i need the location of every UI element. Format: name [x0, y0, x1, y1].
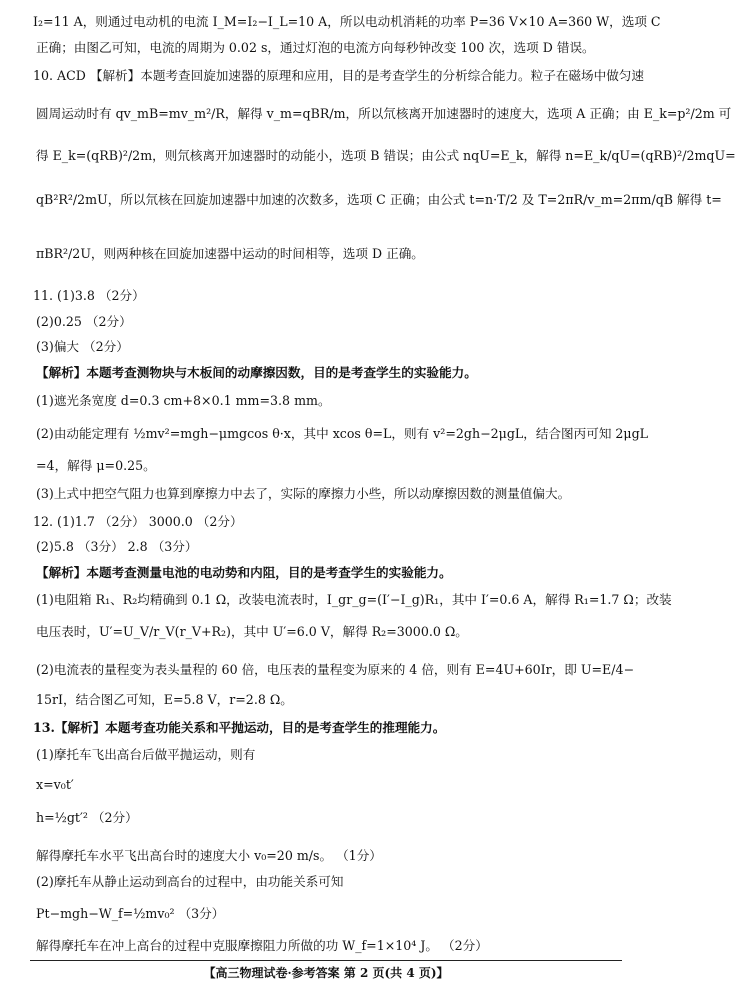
text-line: (2)由动能定理有 ½mv²=mgh−μmgcos θ·x，其中 xcos θ=L，则有 v²=2gh−2μgL，结合图丙可知 2μgL	[36, 426, 649, 441]
text-line: (3)偏大 （2分）	[36, 339, 129, 354]
text-line: (2)摩托车从静止运动到高台的过程中，由功能关系可知	[36, 874, 344, 889]
text-line: 13.【解析】本题考查功能关系和平抛运动，目的是考查学生的推理能力。	[33, 720, 446, 735]
text-line: 10. ACD 【解析】本题考查回旋加速器的原理和应用，目的是考查学生的分析综合能力。粒子在磁场中做匀速	[33, 68, 644, 83]
text-line: 【解析】本题考查测物块与木板间的动摩擦因数，目的是考查学生的实验能力。	[36, 365, 477, 380]
text-line: (2)电流表的量程变为表头量程的 60 倍，电压表的量程变为原来的 4 倍，则有 E=4U+60Ir，即 U=E/4−	[36, 662, 635, 677]
text-line: (2)5.8 （3分） 2.8 （3分）	[36, 539, 198, 554]
text-line: (1)摩托车飞出高台后做平抛运动，则有	[36, 747, 256, 762]
text-line: Pt−mgh−W_f=½mv₀² （3分）	[36, 906, 225, 921]
text-line: =4，解得 μ=0.25。	[36, 458, 156, 473]
text-line: 12. (1)1.7 （2分） 3000.0 （2分）	[33, 514, 243, 529]
text-line: 正确；由图乙可知，电流的周期为 0.02 s，通过灯泡的电流方向每秒钟改变 100 次，选项 D 错误。	[36, 40, 595, 55]
text-line: 解得摩托车在冲上高台的过程中克服摩擦阻力所做的功 W_f=1×10⁴ J。 （2分）	[36, 938, 488, 953]
text-line: πBR²/2U，则两种核在回旋加速器中运动的时间相等，选项 D 正确。	[36, 246, 424, 261]
text-line: 【解析】本题考查测量电池的电动势和内阻，目的是考查学生的实验能力。	[36, 565, 452, 580]
page-footer: 【高三物理试卷·参考答案 第 2 页(共 4 页)】	[203, 966, 449, 980]
text-line: 圆周运动时有 qv_mB=mv_m²/R，解得 v_m=qBR/m，所以氘核离开加速器时的速度大，选项 A 正确；由 E_k=p²/2m 可	[36, 106, 732, 121]
text-line: 电压表时，U′=U_V/r_V(r_V+R₂)，其中 U′=6.0 V，解得 R₂=3000.0 Ω。	[36, 624, 468, 639]
text-line: (2)0.25 （2分）	[36, 314, 132, 329]
text-line: 解得摩托车水平飞出高台时的速度大小 v₀=20 m/s。 （1分）	[36, 848, 382, 863]
footer-rule	[30, 960, 622, 961]
text-line: qB²R²/2mU，所以氘核在回旋加速器中加速的次数多，选项 C 正确；由公式 t=n·T/2 及 T=2πR/v_m=2πm/qB 解得 t=	[36, 192, 722, 207]
text-line: x=v₀t′	[36, 777, 74, 792]
text-line: I₂=11 A，则通过电动机的电流 I_M=I₂−I_L=10 A，所以电动机消耗的功率 P=36 V×10 A=360 W，选项 C	[33, 14, 661, 29]
text-line: (3)上式中把空气阻力也算到摩擦力中去了，实际的摩擦力小些，所以动摩擦因数的测量值偏大。	[36, 486, 571, 501]
text-line: 得 E_k=(qRB)²/2m，则氘核离开加速器时的动能小，选项 B 错误；由公式 nqU=E_k，解得 n=E_k/qU=(qRB)²/2mqU=	[36, 148, 736, 163]
text-line: (1)遮光条宽度 d=0.3 cm+8×0.1 mm=3.8 mm。	[36, 393, 331, 408]
text-line: (1)电阻箱 R₁、R₂均精确到 0.1 Ω，改装电流表时，I_gr_g=(I′−I_g)R₁，其中 I′=0.6 A，解得 R₁=1.7 Ω；改装	[36, 592, 672, 607]
text-line: 15rI，结合图乙可知，E=5.8 V，r=2.8 Ω。	[36, 692, 293, 707]
text-line: 11. (1)3.8 （2分）	[33, 288, 145, 303]
text-line: h=½gt′² （2分）	[36, 810, 138, 825]
